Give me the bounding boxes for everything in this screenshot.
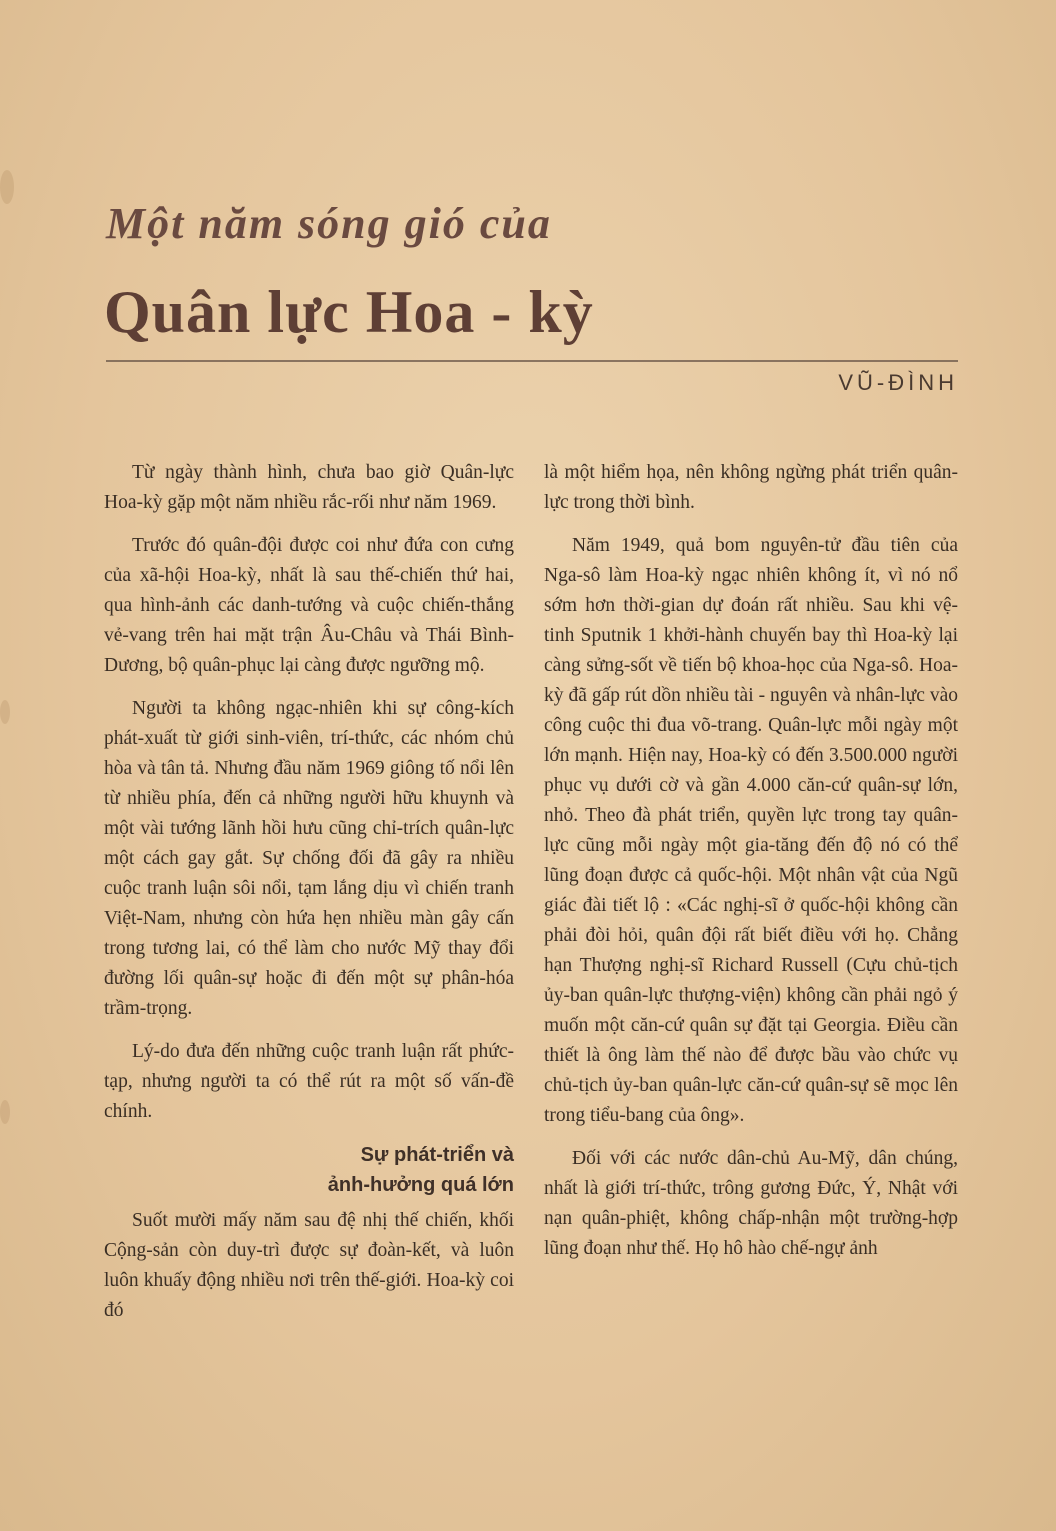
paper-stain: [0, 1100, 10, 1124]
paragraph: Trước đó quân-đội được coi như đứa con cưng của xã-hội Hoa-kỳ, nhất là sau thế-chiến thứ hai, qua hình-ảnh các danh-tướng và cuộc chiến-thắng vẻ-vang trên hai mặt trận Âu-Châu và Thái Bình-Dương, bộ quân-phục lại càng được ngưỡng mộ.: [104, 535, 514, 676]
section-heading: [104, 1140, 514, 1200]
paragraph: là một hiểm họa, nên không ngừng phát triển quân-lực trong thời bình.: [544, 462, 958, 513]
title-divider: [106, 360, 958, 362]
left-column: [104, 458, 514, 1339]
paragraph: Năm 1949, quả bom nguyên-tử đầu tiên của Nga-sô làm Hoa-kỳ ngạc nhiên không ít, vì nó nổ sớm hơn thời-gian dự đoán rất nhiều. Sau khi vệ-tinh Sputnik 1 khởi-hành chuyến bay thì Hoa-kỳ lại càng sửng-sốt về tiến bộ khoa-học của Nga-sô. Hoa-kỳ đã gấp rút dồn nhiều tài - nguyên và nhân-lực vào công cuộc thi đua võ-trang. Quân-lực mỗi ngày một lớn mạnh. Hiện nay, Hoa-kỳ có đến 3.500.000 người phục vụ dưới cờ và gần 4.000 căn-cứ quân-sự lớn, nhỏ. Theo đà phát triển, quyền lực trong tay quân-lực cũng mỗi ngày một gia-tăng đến độ nó có thể lũng đoạn được cả quốc-hội. Một nhân vật của Ngũ giác đài tiết lộ : «Các nghị-sĩ ở quốc-hội không cần phải đòi hỏi, quân đội rất biết điều với họ. Chẳng hạn Thượng nghị-sĩ Richard Russell (Cựu chủ-tịch ủy-ban quân-lực thượng-viện) không cần phải ngỏ ý muốn một căn-cứ quân sự đặt tại Georgia. Điều cần thiết là ông làm thế nào để được bầu vào chức vụ chủ-tịch ủy-ban quân-lực căn-cứ quân-sự sẽ mọc lên trong tiểu-bang của ông».: [544, 535, 958, 1126]
article-title-line2: Quân lực Hoa - kỳ: [104, 279, 594, 345]
right-column: [544, 458, 958, 1277]
paragraph: Suốt mười mấy năm sau đệ nhị thế chiến, khối Cộng-sản còn duy-trì được sự đoàn-kết, và luôn luôn khuấy động nhiều nơi trên thế-giới. Hoa-kỳ coi đó: [104, 1210, 514, 1321]
paper-stain: [0, 170, 14, 204]
section-heading-line1: Sự phát-triển và: [360, 1144, 514, 1166]
section-heading-line2: ảnh-hưởng quá lớn: [327, 1174, 514, 1196]
paragraph: Người ta không ngạc-nhiên khi sự công-kích phát-xuất từ giới sinh-viên, trí-thức, các nhóm chủ hòa và tân tả. Nhưng đầu năm 1969 giông tố nổi lên từ nhiều phía, đến cả những người hữu khuynh và một vài tướng lãnh hồi hưu cũng chỉ-trích quân-lực một cách gay gắt. Sự chống đối đã gây ra nhiều cuộc tranh luận sôi nổi, tạm lắng dịu vì chiến tranh Việt-Nam, nhưng còn hứa hẹn nhiều màn gây cấn trong tương lai, có thể làm cho nước Mỹ thay đổi đường lối quân-sự hoặc đi đến một sự phân-hóa trầm-trọng.: [104, 698, 514, 1019]
author-byline: VŨ-ĐÌNH: [838, 370, 958, 395]
article-title-line1: Một năm sóng gió của: [106, 199, 552, 248]
paper-stain: [0, 700, 10, 724]
paragraph: Từ ngày thành hình, chưa bao giờ Quân-lực Hoa-kỳ gặp một năm nhiều rắc-rối như năm 1969.: [104, 462, 514, 513]
paragraph: Đối với các nước dân-chủ Au-Mỹ, dân chúng, nhất là giới trí-thức, trông gương Đức, Ý, Nhật với nạn quân-phiệt, không chấp-nhận một trường-hợp lũng đoạn như thế. Họ hô hào chế-ngự ảnh: [544, 1148, 958, 1259]
paragraph: Lý-do đưa đến những cuộc tranh luận rất phức-tạp, nhưng người ta có thể rút ra một số vấn-đề chính.: [104, 1041, 514, 1122]
